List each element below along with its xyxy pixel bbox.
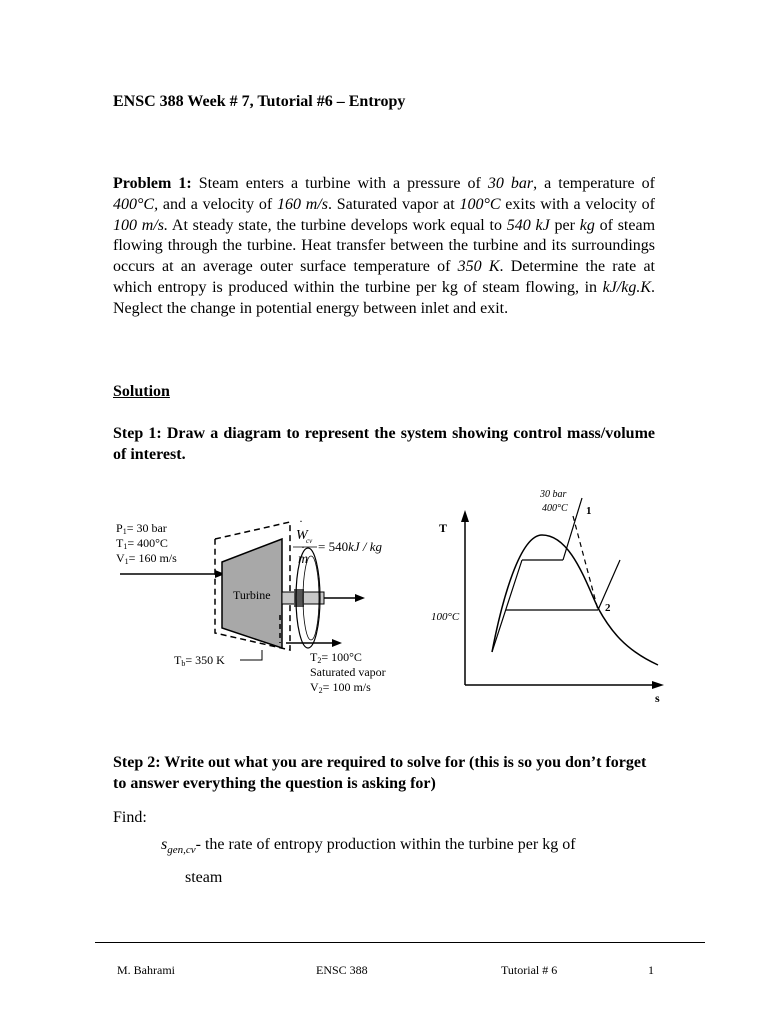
t-axis-arrow (461, 510, 469, 522)
problem-quantity: kg (579, 216, 595, 234)
boundary-leader-line (240, 650, 262, 660)
s-axis-label: s (655, 691, 660, 705)
problem-text: , a temperature of (533, 175, 655, 192)
turbine-schematic (100, 515, 420, 705)
problem-label: Problem 1: (113, 175, 192, 192)
problem-text: exits with a velocity of (500, 195, 655, 213)
problem-quantity: 100°C (459, 195, 501, 213)
boundary-temperature-label: Tb= 350 K (174, 653, 225, 668)
entropy-generation-symbol: $s_{gen,cv}$ (161, 836, 196, 857)
problem-quantity: 160 m/s (276, 195, 328, 213)
problem-quantity: 100 m/s. (113, 216, 168, 234)
problem-quantity: 30 bar (487, 175, 534, 192)
footer-divider (95, 942, 705, 943)
work-value: = 540kJ / kg (318, 539, 383, 554)
inlet-temperature-label: T1= 400°C (116, 536, 168, 551)
state-1-label: 1 (586, 505, 592, 517)
footer-tutorial: Tutorial # 6 (501, 963, 558, 977)
footer-page-number: 1 (648, 963, 654, 977)
footer-course: ENSC 388 (316, 963, 368, 977)
outlet-temperature-label: T2= 100°C (310, 650, 362, 665)
step1-heading: Step 1: Draw a diagram to represent the system showing control mass/volume of interest. (113, 425, 655, 463)
state-2-label: 2 (605, 602, 611, 614)
problem-text: per (549, 216, 580, 234)
step2-heading: Step 2: Write out what you are required to solve for (this is so you don’t forget to answer everything the question is asking for) (113, 754, 647, 792)
isobar-liquid-line (492, 560, 522, 652)
problem-statement (113, 174, 655, 320)
find-label: Find: (113, 809, 147, 826)
inlet-velocity-label: V1= 160 m/s (116, 551, 177, 566)
outlet-velocity-label: V2= 100 m/s (310, 680, 371, 695)
problem-body (113, 175, 655, 317)
turbine-label: Turbine (233, 588, 271, 602)
problem-text: and a velocity of (158, 195, 277, 213)
work-symbol: W (296, 528, 308, 543)
problem-text: . Neglect the change in potential energy between inlet and exit. (113, 278, 655, 317)
problem-quantity: 540 kJ (506, 216, 550, 234)
find-description: - the rate of entropy production within the turbine per kg of (195, 836, 576, 853)
problem-quantity: 350 K (457, 258, 500, 276)
work-arrow-head (355, 594, 365, 602)
problem-text: At steady state, the turbine develops work equal to (168, 216, 507, 234)
problem-quantity: kJ/kg.K (602, 278, 651, 296)
problem-quantity: 400°C, (113, 195, 159, 213)
problem-text: . Determine the rate at which entropy is produced within the turbine per kg of steam flowing, in (113, 258, 656, 296)
saturation-dome (492, 535, 658, 665)
isobar-temperature-label: 400°C (542, 503, 568, 514)
t-axis-label: T (439, 521, 448, 535)
inlet-pressure-label: P1= 30 bar (116, 521, 167, 536)
outlet-arrow-head (332, 639, 342, 647)
work-subscript: cv (306, 537, 313, 545)
problem-text: of steam flowing through the turbine. Heat transfer between the turbine and its surroundings occurs at an average outer surface temperature of (113, 216, 656, 276)
find-description-continued: steam (185, 869, 223, 887)
isobar-pressure-label: 30 bar (540, 489, 567, 500)
work-dot: · (299, 515, 303, 528)
footer-author: M. Bahrami (117, 963, 175, 977)
mass-flow-dot: · (301, 540, 305, 554)
outlet-state-label: Saturated vapor (310, 665, 386, 679)
ts-diagram (420, 480, 680, 710)
problem-text: . Saturated vapor at (327, 195, 460, 213)
s-axis-arrow (652, 681, 664, 689)
saturation-temperature-label: 100°C (431, 611, 460, 623)
problem-text: Steam enters a turbine with a pressure of (191, 175, 488, 192)
solution-heading: Solution (113, 383, 170, 400)
find-item (161, 831, 655, 891)
page-title: ENSC 388 Week # 7, Tutorial #6 – Entropy (113, 93, 406, 110)
mass-flow-symbol: m (298, 552, 309, 567)
